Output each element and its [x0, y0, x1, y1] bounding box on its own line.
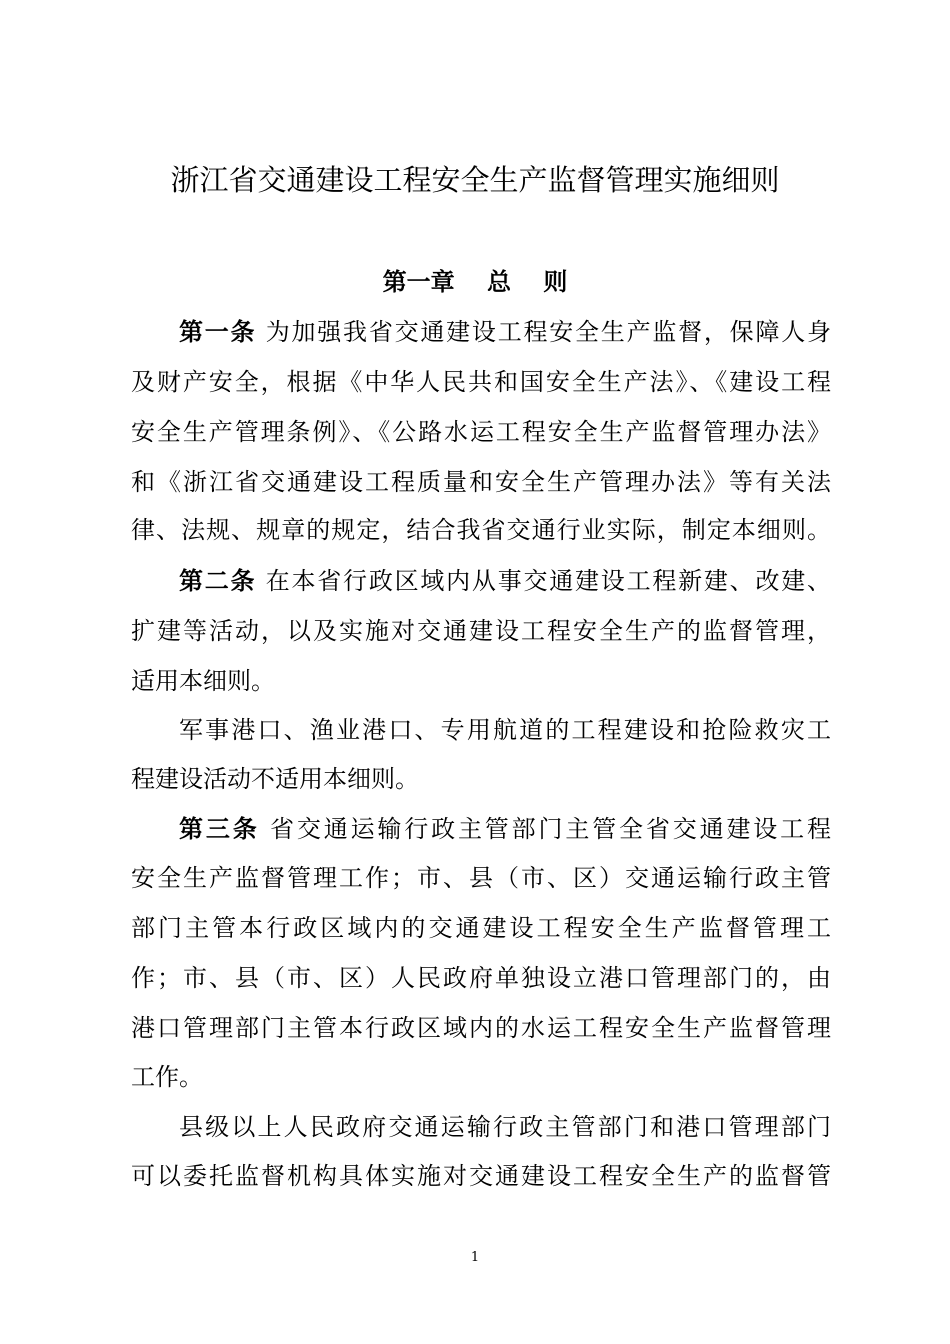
article-2-label: 第二条: [179, 567, 257, 595]
article-2-line-2: 扩建等活动，以及实施对交通建设工程安全生产的监督管理，: [131, 617, 831, 645]
article-3-line-3: 部门主管本行政区域内的交通建设工程安全生产监督管理工: [131, 914, 831, 942]
chapter-heading-text: 第一章 总 则: [382, 268, 568, 296]
article-1-line-5: 律、法规、规章的规定，结合我省交通行业实际，制定本细则。: [131, 516, 831, 544]
article-1-line-3: 安全生产管理条例》、《公路水运工程安全生产监督管理办法》: [131, 418, 831, 446]
article-3-line-1: [179, 811, 831, 847]
article-3-line-4: 作；市、县（市、区）人民政府单独设立港口管理部门的，由: [131, 964, 831, 992]
article-3-label: 第三条: [179, 815, 260, 843]
article-3-line-2: 安全生产监督管理工作；市、县（市、区）交通运输行政主管: [131, 864, 831, 892]
article-1-text: 为加强我省交通建设工程安全生产监督，保障人身: [256, 318, 831, 346]
article-1-line-1: [179, 314, 831, 350]
article-3-line-6: 工作。: [131, 1063, 203, 1091]
article-3-line-5: 港口管理部门主管本行政区域内的水运工程安全生产监督管理: [131, 1014, 831, 1042]
article-2-para-2-line-1: 军事港口、渔业港口、专用航道的工程建设和抢险救灾工: [179, 716, 831, 744]
page-number: 1: [470, 1250, 480, 1265]
article-3-text: 省交通运输行政主管部门主管全省交通建设工程: [259, 815, 831, 843]
article-2-line-1: [179, 563, 831, 599]
article-1-label: 第一条: [179, 318, 257, 346]
article-2-line-3: 适用本细则。: [131, 667, 275, 695]
article-3-para-2-line-2: 可以委托监督机构具体实施对交通建设工程安全生产的监督管: [131, 1162, 831, 1190]
chapter-heading: [0, 262, 950, 302]
article-3-para-2-line-1: 县级以上人民政府交通运输行政主管部门和港口管理部门: [179, 1113, 831, 1141]
article-1-line-4: 和《浙江省交通建设工程质量和安全生产管理办法》等有关法: [131, 468, 831, 496]
document-title: 浙江省交通建设工程安全生产监督管理实施细则: [170, 163, 780, 197]
article-2-para-2-line-2: 程建设活动不适用本细则。: [131, 765, 419, 793]
article-1-line-2: 及财产安全，根据《中华人民共和国安全生产法》、《建设工程: [131, 368, 831, 396]
article-2-text: 在本省行政区域内从事交通建设工程新建、改建、: [256, 567, 831, 595]
